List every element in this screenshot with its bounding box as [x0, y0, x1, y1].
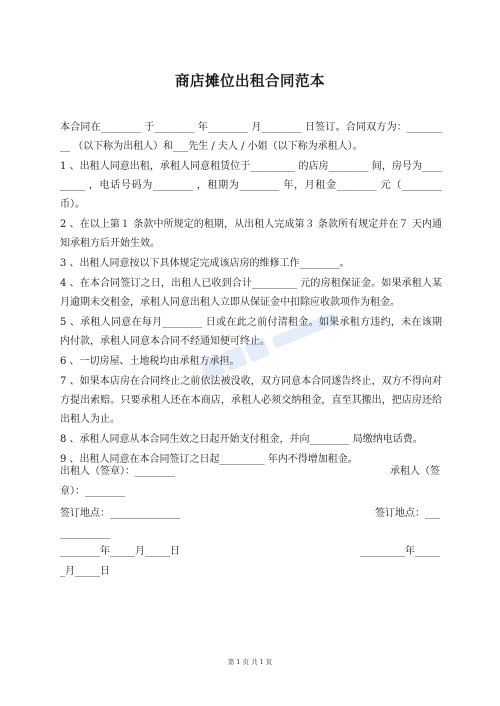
clause-3: 3 、出租人同意按以下具体规定完成该店房的维修工作________。	[60, 258, 350, 269]
clause-5: 5 、承租人同意在每月________ 日或在此之前付清租金。如果承租方违约，未在该期内付款，承租人同意本合同不经通知便可终止。	[60, 317, 442, 347]
signing-date-left: ________年_____月_____日	[60, 546, 180, 557]
lessor-signature-label: 出租人（签章）：________	[60, 466, 175, 477]
page-number-footer: 第 1 页 共 1 页	[227, 658, 273, 666]
clause-9: 9 、出租人同意在本合同签订之日起_________ 年内不得增加租金。	[60, 454, 358, 465]
signing-place-right-line2: __________	[60, 528, 110, 539]
clause-2: 2 、在以上第１ 条款中所规定的租期，从出租人完成第３ 条款所有规定并在７ 天内通知承租方后开始生效。	[60, 219, 442, 249]
clause-7: 7 、如果本店房在合同终止之前依法被没收，双方同意本合同遂告终止，双方不得向对方提出索赔。只要承租人还在本商店，承租人必须交纳租金，直至其搬出，把店房还给出租人为止。	[60, 376, 442, 425]
lessee-signature-label-line2: 章）：________	[60, 486, 125, 497]
signing-date-right-line2: _月_____日	[60, 566, 110, 577]
contract-intro: 本合同在________ 于________ 年________ 月________ 日签订。合同双方为：_________ （以下称为出租人）和___先生 / 夫人 / 小姐（以下称为承租人）。	[60, 122, 442, 152]
clause-4: 4 、在本合同签订之日，出租人已收到合计_________ 元的房租保证金。如果承租人某月逾期未交租金，承租人同意出租人立即从保证金中扣除应收款项作为租金。	[60, 278, 442, 308]
contract-body	[60, 118, 442, 470]
signing-place-left: 签订地点：______________	[60, 508, 180, 519]
clause-6: 6 、一切房屋、土地税均由承租方承担。	[60, 356, 240, 367]
clause-1: 1 、出租人同意出租，承租人同意租赁位于_________ 的店房________ 间，房号为_________ ，电话号码为________ ，租期为________ 年，月租金________ 元（________ 币）。	[60, 161, 442, 210]
document-title: 商店摊位出租合同范本	[175, 73, 325, 90]
clause-8: 8 、承租人同意从本合同生效之日起开始支付租金，并向________ 局缴纳电话费。	[60, 434, 423, 445]
signing-date-right-line1: _________年_____	[360, 546, 440, 557]
lessee-signature-label-line1: 承租人（签	[390, 466, 440, 477]
signing-place-right-line1: 签订地点：___	[375, 508, 440, 519]
